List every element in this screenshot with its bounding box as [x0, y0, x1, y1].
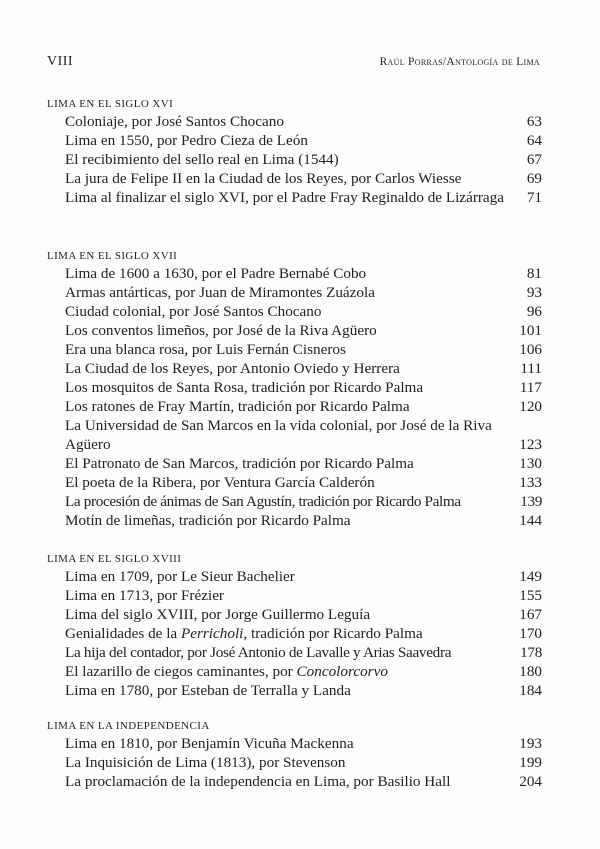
entry-title: Lima de 1600 a 1630, por el Padre Bernabé Cobo [65, 265, 367, 282]
entry-page: 184 [519, 682, 542, 699]
entry-title: Lima en 1713, por Frézier [65, 587, 224, 604]
entry-page: 120 [519, 398, 542, 415]
entry-title: El poeta de la Ribera, por Ventura García Calderón [65, 474, 375, 491]
toc-entry [47, 624, 542, 643]
page-number: VIII [47, 54, 74, 69]
section-independencia [47, 718, 542, 791]
entry-page: 170 [519, 625, 542, 642]
toc-entry [47, 378, 542, 397]
entry-title-part: El lazarillo de ciegos caminantes, por [65, 663, 297, 680]
entry-page: 193 [519, 735, 542, 752]
entry-page: 69 [526, 170, 542, 187]
page-header [47, 54, 540, 74]
entry-page: 106 [519, 341, 542, 358]
toc-entry [47, 605, 542, 624]
entry-title-part: , tradición por Ricardo Palma [243, 625, 423, 642]
entry-title: El recibimiento del sello real en Lima (1544) [65, 151, 339, 168]
entry-page: 199 [519, 754, 542, 771]
toc-entry [47, 681, 542, 700]
entry-title: Lima del siglo XVIII, por Jorge Guillermo Leguía [65, 606, 371, 623]
toc-entry [47, 454, 542, 473]
entry-title: Lima al finalizar el siglo XVI, por el Padre Fray Reginaldo de Lizárraga [65, 189, 505, 206]
toc-entry [47, 302, 542, 321]
toc-entry [47, 511, 542, 530]
section-title: LIMA EN EL SIGLO XVII [47, 250, 178, 262]
entry-page: 149 [519, 568, 542, 585]
entry-title: Lima en 1709, por Le Sieur Bachelier [65, 568, 295, 585]
toc-entry [47, 131, 542, 150]
entry-page: 155 [519, 587, 542, 604]
entry-page: 117 [519, 379, 542, 396]
section-siglo-xviii [47, 551, 542, 700]
entry-title: Motín de limeñas, tradición por Ricardo Palma [65, 512, 351, 529]
toc-entry [47, 169, 542, 188]
entry-page: 130 [519, 455, 542, 472]
entry-title: Los conventos limeños, por José de la Riva Agüero [65, 322, 377, 339]
entry-page: 101 [519, 322, 542, 339]
entry-title: Lima en 1810, por Benjamín Vicuña Mackenna [65, 735, 354, 752]
toc-entry [47, 567, 542, 586]
entry-title: Los ratones de Fray Martín, tradición por Ricardo Palma [65, 398, 410, 415]
entry-title: Ciudad colonial, por José Santos Chocano [65, 303, 322, 320]
entry-title: La hija del contador, por José Antonio de Lavalle y Arias Saavedra [65, 644, 452, 661]
toc-entry [47, 283, 542, 302]
entry-title: Lima en 1780, por Esteban de Terralla y Landa [65, 682, 351, 699]
entry-page: 204 [519, 773, 542, 790]
section-title: LIMA EN EL SIGLO XVIII [47, 553, 182, 565]
entry-title: La Universidad de San Marcos en la vida colonial, por José de la Riva Agüero [65, 417, 492, 453]
entry-title: La procesión de ánimas de San Agustín, tradición por Ricardo Palma [65, 493, 461, 510]
entry-title: La jura de Felipe II en la Ciudad de los Reyes, por Carlos Wiesse [65, 170, 462, 187]
entry-page: 64 [526, 132, 542, 149]
entry-title [65, 624, 508, 643]
toc-entry [47, 150, 542, 169]
entry-title: Armas antárticas, por Juan de Miramontes Zuázola [65, 284, 375, 301]
entry-page: 67 [526, 151, 542, 168]
entry-title [65, 662, 508, 681]
entry-page: 139 [520, 493, 542, 510]
toc-entry [47, 416, 542, 454]
toc-entry [47, 397, 542, 416]
entry-title: La proclamación de la independencia en Lima, por Basilio Hall [65, 773, 451, 790]
toc-entry [47, 473, 542, 492]
toc-entry [47, 492, 542, 511]
section-title: LIMA EN LA INDEPENDENCIA [47, 720, 210, 732]
entry-title-part: Genialidades de la [65, 625, 181, 642]
toc-entry [47, 662, 542, 681]
toc-entry [47, 112, 542, 131]
entry-page: 133 [519, 474, 542, 491]
running-head: Raúl Porras/Antología de Lima [379, 56, 540, 68]
toc-entry [47, 734, 542, 753]
entry-title: Coloniaje, por José Santos Chocano [65, 113, 284, 130]
toc-entry [47, 753, 542, 772]
toc-entry [47, 321, 542, 340]
entry-page: 71 [526, 189, 542, 206]
entry-page: 81 [526, 265, 542, 282]
entry-page: 180 [519, 663, 542, 680]
toc-entry [47, 643, 542, 662]
entry-title: Lima en 1550, por Pedro Cieza de León [65, 132, 308, 149]
toc-entry [47, 772, 542, 791]
entry-page: 63 [526, 113, 542, 130]
entry-title: La Ciudad de los Reyes, por Antonio Oviedo y Herrera [65, 360, 400, 377]
toc-entry [47, 359, 542, 378]
entry-page: 111 [520, 360, 542, 377]
entry-title-italic: Perricholi [180, 625, 244, 642]
entry-page: 93 [526, 284, 542, 301]
entry-title: Los mosquitos de Santa Rosa, tradición por Ricardo Palma [65, 379, 424, 396]
entry-title: La Inquisición de Lima (1813), por Stevenson [65, 754, 346, 771]
entry-title: El Patronato de San Marcos, tradición por Ricardo Palma [65, 455, 414, 472]
entry-page: 167 [519, 606, 542, 623]
entry-title-italic: Concolorcorvo [296, 663, 388, 680]
section-siglo-xvi [47, 96, 542, 207]
entry-page: 96 [526, 303, 542, 320]
entry-page: 144 [519, 512, 542, 529]
toc-entry [47, 586, 542, 605]
entry-page: 123 [519, 436, 542, 453]
toc-entry [47, 264, 542, 283]
entry-page: 178 [520, 644, 542, 661]
toc-entry [47, 188, 542, 207]
section-siglo-xvii [47, 248, 542, 530]
toc-entry [47, 340, 542, 359]
entry-title: Era una blanca rosa, por Luis Fernán Cisneros [65, 341, 346, 358]
section-title: LIMA EN EL SIGLO XVI [47, 98, 174, 110]
